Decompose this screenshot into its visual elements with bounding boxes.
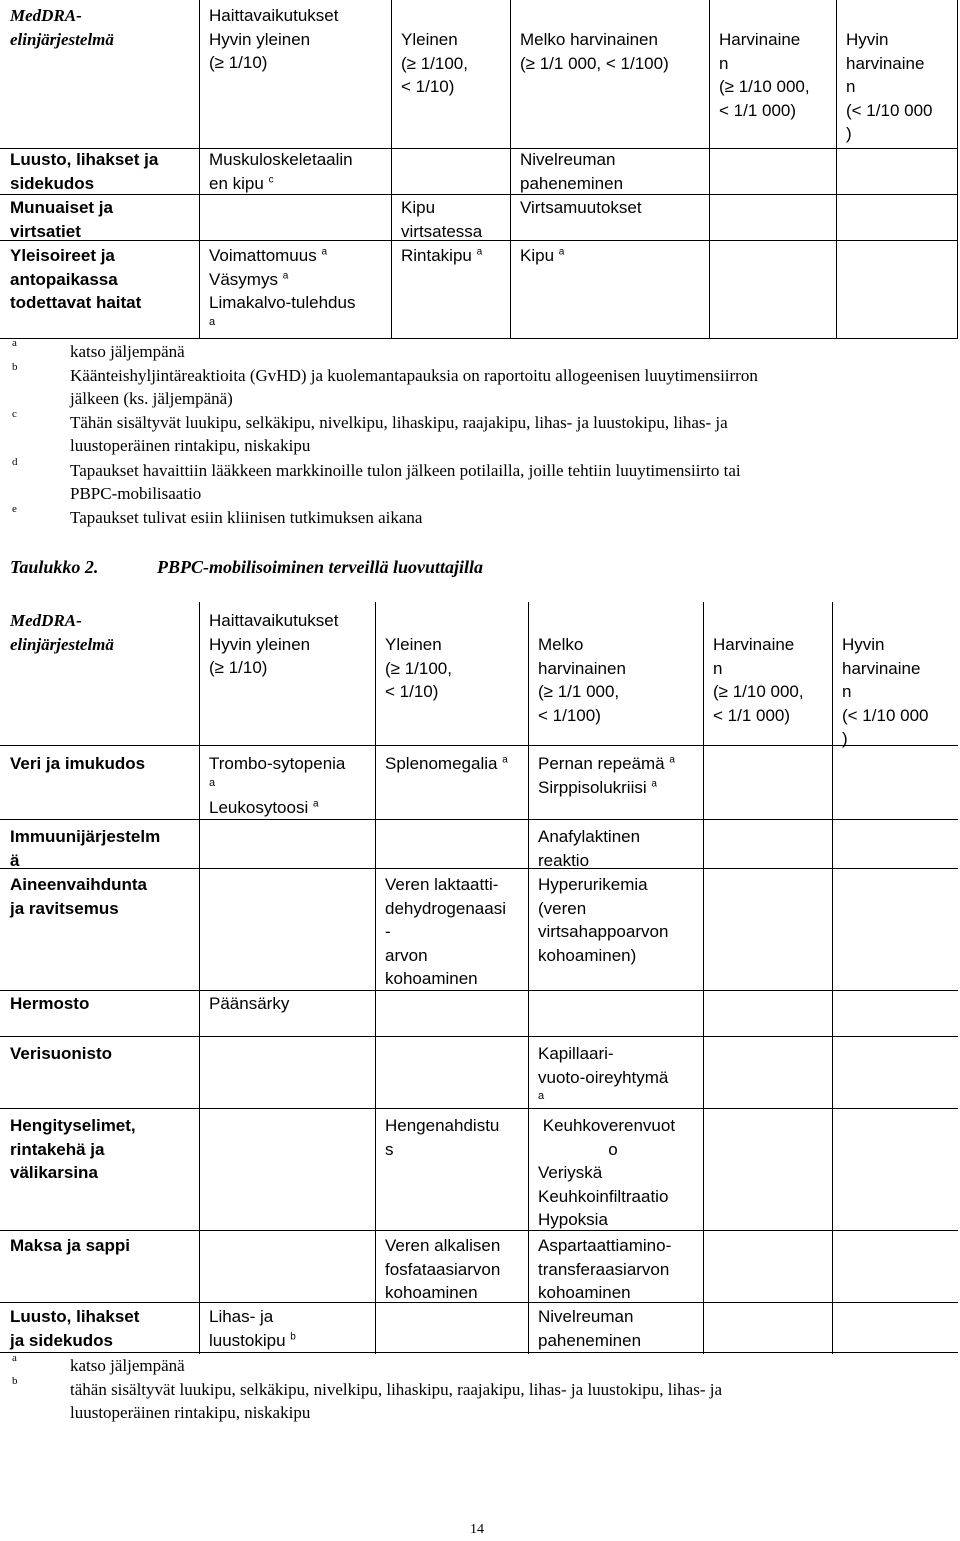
t2-soc-metab: Aineenvaihdunta ja ravitsemus — [10, 875, 147, 918]
footnote-mark: e — [12, 503, 17, 515]
footnote-text: Tähän sisältyvät luukipu, selkäkipu, nivelkipu, lihaskipu, raajakipu, lihas- ja luustokipu, lihas- ja luustoperäinen rintakipu, niskakipu — [70, 413, 728, 455]
t2-header-rare: Harvinaine n (≥ 1/10 000, < 1/1 000) — [713, 635, 804, 725]
t2-metab-uncommon: Hyperurikemia (veren virtsahappoarvon kohoaminen) — [538, 875, 669, 965]
t2-immune-uncommon: Anafylaktinen reaktio — [538, 827, 641, 870]
table-caption-title: PBPC-mobilisoiminen terveillä luovuttajilla — [157, 557, 484, 577]
t2-header-haitta: Haittavaikutukset Hyvin yleinen (≥ 1/10) — [209, 611, 339, 677]
t1-header-soc: MedDRA- elinjärjestelmä — [10, 6, 114, 49]
t2-nervous-very-common: Päänsärky — [209, 994, 290, 1013]
t2-liver-uncommon: Aspartaattiamino- transferaasiarvon kohoaminen — [538, 1236, 672, 1302]
footnote-text: Tapaukset tulivat esiin kliinisen tutkimuksen aikana — [70, 508, 423, 527]
t1-soc-renal: Munuaiset ja virtsatiet — [10, 198, 113, 241]
footnote-mark: b — [12, 361, 18, 373]
t1-soc-general: Yleisoireet ja antopaikassa todettavat haitat — [10, 246, 142, 312]
t1-header-common: Yleinen (≥ 1/100, < 1/10) — [401, 30, 468, 96]
t2-soc-vascular: Verisuonisto — [10, 1044, 113, 1063]
table-caption-label: Taulukko 2. — [10, 557, 99, 577]
t1-header-very-rare: Hyvin harvinaine n (< 1/10 000 ) — [846, 30, 933, 143]
t2-blood-very-common: Trombo-sytopenia a Leukosytoosi $^a$ — [209, 754, 346, 817]
t2-soc-nervous: Hermosto — [10, 994, 90, 1013]
footnote-text: Käänteishyljintäreaktioita (GvHD) ja kuolemantapauksia on raportoitu allogeenisen luuytimensiirron jälkeen (ks. jäljempänä) — [70, 366, 758, 408]
t1-soc-musculo: Luusto, lihakset ja sidekudos — [10, 150, 159, 193]
t2-musculo-uncommon: Nivelreuman paheneminen — [538, 1307, 642, 1350]
footnote-mark: d — [12, 456, 18, 468]
t1-general-common: Rintakipu $^a$ — [401, 246, 483, 265]
t2-soc-liver: Maksa ja sappi — [10, 1236, 131, 1255]
t1-header-haitta: Haittavaikutukset Hyvin yleinen (≥ 1/10) — [209, 6, 339, 72]
t2-resp-uncommon: Keuhkoverenvuot o Veriyskä Keuhkoinfiltraatio Hypoksia — [538, 1116, 676, 1229]
t1-musculo-very-common: Muskuloskeletaalin en kipu $^c$ — [209, 150, 353, 193]
t2-header-soc: MedDRA- elinjärjestelmä — [10, 611, 114, 654]
footnote-mark: b — [12, 1375, 18, 1387]
footnote-text: Tapaukset havaittiin lääkkeen markkinoille tulon jälkeen potilailla, joille tehtiin luuytimensiirto tai PBPC-mobilisaatio — [70, 461, 741, 503]
t2-resp-common: Hengenahdistu s — [385, 1116, 500, 1159]
t2-soc-immune: Immuunijärjestelm ä — [10, 827, 161, 870]
page-number: 14 — [470, 1522, 484, 1537]
t2-vascular-uncommon: Kapillaari- vuoto-oireyhtymä a — [538, 1044, 669, 1102]
footnote-mark: c — [12, 408, 17, 420]
t1-renal-uncommon: Virtsamuutokset — [520, 198, 642, 217]
footnote-text: katso jäljempänä — [70, 342, 185, 361]
t2-header-uncommon: Melko harvinainen (≥ 1/1 000, < 1/100) — [538, 635, 626, 725]
t2-musculo-very-common: Lihas- ja luustokipu $^b$ — [209, 1307, 296, 1350]
t1-general-uncommon: Kipu $^a$ — [520, 246, 565, 265]
footnote-text: katso jäljempänä — [70, 1356, 185, 1375]
t2-blood-uncommon: Pernan repeämä $^a$ Sirppisolukriisi $^a$ — [538, 754, 675, 797]
footnote-mark: a — [12, 1352, 17, 1364]
t2-liver-common: Veren alkalisen fosfataasiarvon kohoaminen — [385, 1236, 501, 1302]
t1-renal-common: Kipu virtsatessa — [401, 198, 483, 241]
t2-header-very-rare: Hyvin harvinaine n (< 1/10 000 ) — [842, 635, 929, 748]
t2-blood-common: Splenomegalia $^a$ — [385, 754, 508, 773]
t2-soc-resp: Hengityselimet, rintakehä ja välikarsina — [10, 1116, 136, 1182]
footnote-mark: a — [12, 337, 17, 349]
t1-header-rare: Harvinaine n (≥ 1/10 000, < 1/1 000) — [719, 30, 810, 120]
t2-metab-common: Veren laktaatti- dehydrogenaasi - arvon kohoaminen — [385, 875, 506, 988]
t2-soc-musculo: Luusto, lihakset ja sidekudos — [10, 1307, 140, 1350]
t1-musculo-uncommon: Nivelreuman paheneminen — [520, 150, 624, 193]
footnote-text: tähän sisältyvät luukipu, selkäkipu, nivelkipu, lihaskipu, raajakipu, lihas- ja luustokipu, lihas- ja luustoperäinen rintakipu, niskakipu — [70, 1380, 723, 1422]
t1-general-very-common: Voimattomuus $^a$ Väsymys $^a$ Limakalvo-tulehdus a — [209, 246, 356, 328]
t2-soc-blood: Veri ja imukudos — [10, 754, 146, 773]
t1-header-uncommon: Melko harvinainen (≥ 1/1 000, < 1/100) — [520, 30, 669, 73]
t2-header-common: Yleinen (≥ 1/100, < 1/10) — [385, 635, 452, 701]
